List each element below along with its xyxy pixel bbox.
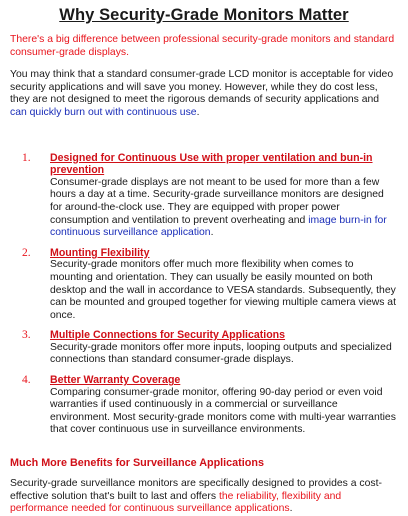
item-heading: Multiple Connections for Security Applications: [50, 329, 286, 342]
item-number: 3.: [22, 329, 31, 342]
page-title: Why Security-Grade Monitors Matter: [59, 6, 349, 24]
list-item: [10, 247, 398, 323]
item-text-body: Consumer-grade displays are not meant to be used for more than a few hours a day at a time. Security-grade surveillance monitors are designed for around-the-clock use. They are equipped with proper power consumption and ventilation to prevent overheating and: [50, 176, 384, 226]
paragraph-2-end: .: [196, 106, 200, 118]
item-number: 1.: [22, 151, 31, 164]
item-body: [50, 152, 398, 240]
list-item: [10, 152, 398, 240]
item-body: [50, 329, 398, 367]
item-heading: Mounting Flexibility: [50, 246, 150, 259]
item-text-end: .: [210, 227, 214, 239]
item-text: Security-grade monitors offer more inputs, looping outputs and specialized connections than standard consumer-grade displays.: [50, 341, 392, 366]
benefits-text-end: .: [289, 503, 293, 515]
item-number: 2.: [22, 246, 31, 259]
list-item: [10, 374, 398, 437]
item-text: Comparing consumer-grade monitor, offering 90-day period or even void warranties if used continuously in a commercial or surveillance environment. Most security-grade monitors come with multi-year warranties that cover continuous use in surveillance environments.: [50, 386, 396, 436]
list-item: [10, 329, 398, 367]
item-number: 4.: [22, 374, 31, 387]
item-body: [50, 247, 398, 323]
benefits-highlight: the reliability, flexibility and performance needed for continuous surveillance applications: [10, 490, 342, 515]
burn-out-link[interactable]: can quickly burn out with continuous use: [10, 106, 197, 118]
benefits-heading: Much More Benefits for Surveillance Applications: [10, 457, 264, 470]
item-body: [50, 374, 398, 437]
benefits-text: [10, 478, 398, 516]
paragraph-2-text: You may think that a standard consumer-grade LCD monitor is acceptable for video security applications and will save you money. However, while they do cost less, they are not designed to meet the rigorous demands of security applications and: [10, 69, 394, 106]
burn-in-link[interactable]: image burn-in for continuous surveillance application: [50, 214, 387, 239]
paragraph-2: [10, 69, 398, 119]
intro-text: There's a big difference between professional security-grade monitors and standard consumer-grade displays.: [10, 34, 395, 58]
item-heading: Better Warranty Coverage: [50, 374, 181, 387]
item-text: [50, 177, 398, 240]
item-heading: Designed for Continuous Use with proper ventilation and bun-in prevention: [50, 151, 373, 177]
item-text: Security-grade monitors offer much more flexibility when comes to mounting and orientation. They can usually be easily mounted on both desktop and the wall in accordance to VESA standards. Subsequently, they can be mounted and grouped together for viewing multiple camera views at once.: [50, 259, 396, 321]
benefits-text-body: Security-grade surveillance monitors are specifically designed to provides a cost-effective solution that's built to last and offers: [10, 478, 382, 502]
points-list: [10, 152, 398, 437]
